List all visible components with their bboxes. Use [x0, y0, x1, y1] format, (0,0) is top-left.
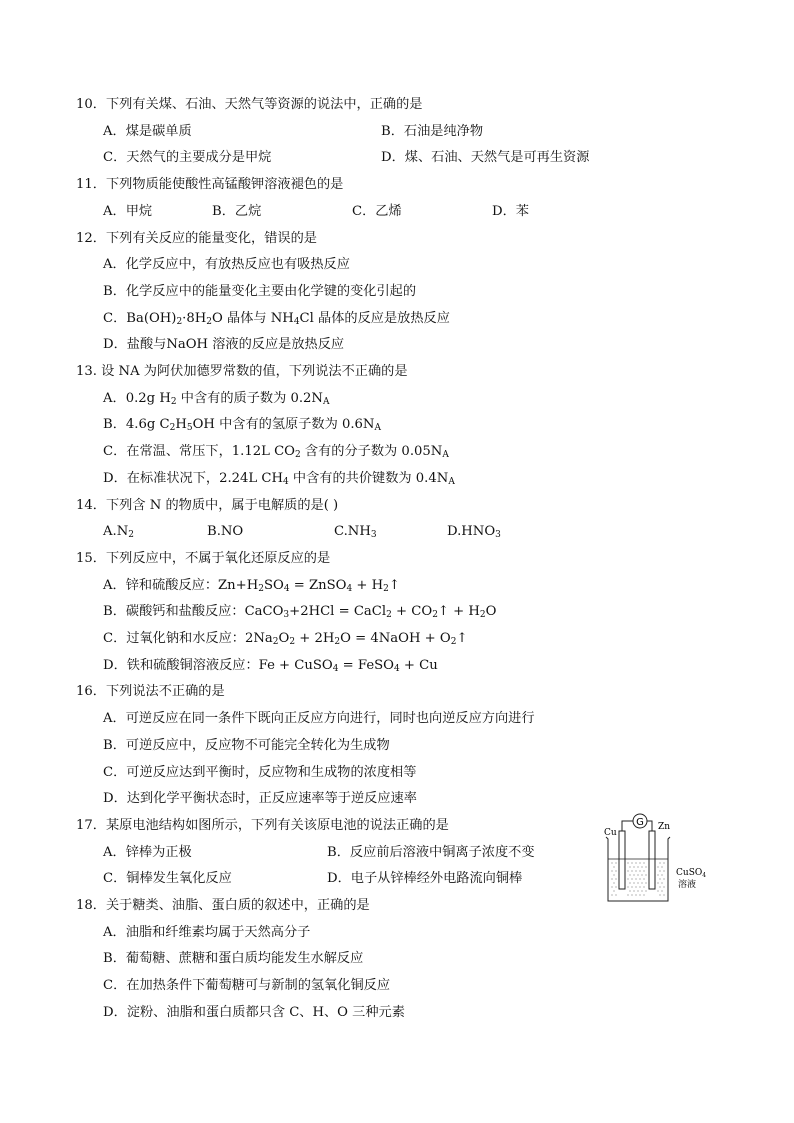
question-17-option-b: B．反应前后溶液中铜离子浓度不变 [327, 844, 535, 860]
question-12-option-c: C．$Ba(OH)_2\cdot 8H_2O$ 晶体与 $NH_4Cl$ 晶体的反应是放热反应 [103, 310, 450, 327]
question-14-stem: 14．下列含 N 的物质中，属于电解质的是( ) [76, 497, 339, 513]
question-11-option-a: A．甲烷 [103, 203, 153, 219]
question-14-option-b: B.NO [207, 524, 244, 540]
question-12-option-b: B．化学反应中的能量变化主要由化学键的变化引起的 [103, 283, 417, 299]
question-12-stem: 12．下列有关反应的能量变化，错误的是 [76, 230, 317, 246]
copper-electrode [619, 831, 625, 889]
left-electrode-label: Cu [604, 828, 617, 838]
question-15-stem: 15．下列反应中，不属于氧化还原反应的是 [76, 550, 331, 566]
question-12-option-d: D．盐酸与NaOH 溶液的反应是放热反应 [103, 337, 345, 353]
question-15-option-a: A．锌和硫酸反应：$Zn+H_2SO_4$ = ZnSO$_4$ + $H_2↑$ [103, 577, 400, 594]
galvanic-cell-diagram [600, 813, 720, 905]
question-11-option-c: C．乙烯 [352, 203, 402, 219]
question-15-option-c: C．过氧化钠和水反应：$2Na_2O_2 + 2H_2O$ = 4NaOH + $O_2↑$ [103, 631, 468, 647]
question-13-option-d: D．在标准状况下，2.24L $CH_4$ 中含有的共价键数为 $0.4N_A$ [103, 470, 455, 487]
question-17-option-a: A．锌棒为正极 [103, 844, 192, 860]
question-16-option-c: C．可逆反应达到平衡时，反应物和生成物的浓度相等 [103, 764, 417, 780]
galvanometer-label: G [636, 817, 644, 828]
question-18-option-a: A．油脂和纤维素均属于天然高分子 [103, 924, 311, 940]
question-17-option-d: D．电子从锌棒经外电路流向铜棒 [327, 871, 523, 887]
question-16-option-d: D．达到化学平衡状态时，正反应速率等于逆反应速率 [103, 791, 417, 807]
question-14-option-c: $C.NH_3$ [334, 524, 377, 541]
question-17-option-c: C．铜棒发生氧化反应 [103, 871, 232, 887]
question-18-option-b: B．葡萄糖、蔗糖和蛋白质均能发生水解反应 [103, 951, 364, 967]
question-18-stem: 18．关于糖类、油脂、蛋白质的叙述中，正确的是 [76, 898, 370, 913]
question-16-stem: 16．下列说法不正确的是 [76, 684, 225, 700]
question-11-option-d: D．苯 [492, 203, 529, 219]
question-15-option-d: D．铁和硫酸铜溶液反应：Fe + CuSO$_4$ = FeSO$_4$ + Cu [103, 657, 438, 674]
question-14-option-a: $A.N_2$ [103, 524, 134, 541]
question-10-option-c: C．天然气的主要成分是甲烷 [103, 150, 272, 166]
question-13-stem: 13. 设 NA 为阿伏加德罗常数的值，下列说法不正确的是 [76, 364, 408, 379]
question-16-option-b: B．可逆反应中，反应物不可能完全转化为生成物 [103, 737, 390, 753]
solution-formula-label: CuSO$_4$ [676, 868, 707, 879]
question-13-option-c: C．在常温、常压下，1.12L $CO_2$ 含有的分子数为 $0.05N_A$ [103, 444, 449, 461]
question-17-stem: 17．某原电池结构如图所示，下列有关该原电池的说法正确的是 [76, 817, 449, 833]
question-15-option-b: B．碳酸钙和盐酸反应：CaCO$_3$+2HCl = CaCl$_2$ + $CO_2↑ + H_2O$ [103, 604, 497, 621]
question-10-option-d: D．煤、石油、天然气是可再生资源 [381, 150, 590, 166]
question-11-stem: 11．下列物质能使酸性高锰酸钾溶液褪色的是 [76, 177, 344, 193]
question-10-option-a: A．煤是碳单质 [103, 123, 192, 139]
right-electrode-label: Zn [658, 822, 671, 832]
question-16-option-a: A．可逆反应在同一条件下既向正反应方向进行，同时也向逆反应方向进行 [103, 711, 535, 727]
question-11-option-b: B．乙烷 [212, 203, 262, 219]
question-13-option-b: B．4.6g $C_2H_5OH$ 中含有的氢原子数为 $0.6N_A$ [103, 417, 381, 434]
zinc-electrode [649, 831, 655, 889]
question-12-option-a: A．化学反应中，有放热反应也有吸热反应 [103, 257, 350, 273]
solution-word-label: 溶液 [678, 880, 697, 890]
question-18-option-c: C．在加热条件下葡萄糖可与新制的氢氧化铜反应 [103, 978, 391, 994]
question-13-option-a: A．0.2g $H_2$ 中含有的质子数为 $0.2N_A$ [103, 390, 330, 407]
question-10-stem: 10．下列有关煤、石油、天然气等资源的说法中，正确的是 [76, 97, 423, 112]
question-18-option-d: D．淀粉、油脂和蛋白质都只含 C、H、O 三种元素 [103, 1004, 405, 1020]
question-10-option-b: B．石油是纯净物 [381, 123, 484, 139]
question-14-option-d: $D.HNO_3$ [447, 524, 501, 541]
